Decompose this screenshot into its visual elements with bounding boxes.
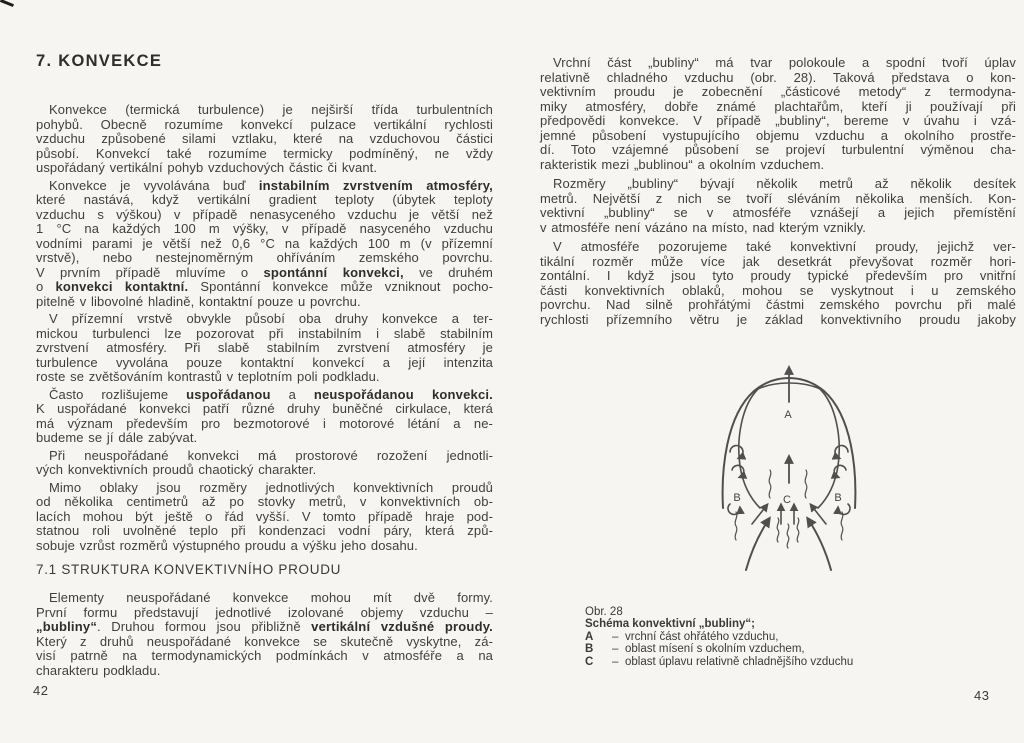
scan-corner-artifact <box>0 0 14 7</box>
text-line: První formu představují jednotlivé izolované objemy vzduchu – <box>36 604 493 620</box>
text-line: sobuje vzrůst rozměrů výstupného proudu a výšku jeho dosahu. <box>36 537 418 553</box>
chapter-title: 7. KONVEKCE <box>36 52 163 70</box>
paragraph <box>540 240 1016 327</box>
paragraph <box>36 312 493 385</box>
paragraph <box>36 591 493 678</box>
text-line: pitelně v libovolné hladině, kontaktní pouze u povrchu. <box>36 293 361 309</box>
text-line: mickou turbulenci lze pozorovat při instabilním i slabě stabilním <box>36 325 493 341</box>
paragraph <box>540 56 1016 172</box>
text-line: turbulence vyvolána pouze kontaktní konvekcí a její intenzita <box>36 354 493 370</box>
text-line: metrů. Největší z nich se tvoří sléváním několika menších. Kon- <box>540 190 1016 206</box>
text-line: K uspořádané konvekci patří různé druhy buněčné cirkulace, která <box>36 401 493 416</box>
text-line: V přízemní vrstvě obvykle působí oba druhy konvekce a ter- <box>49 311 493 326</box>
text-line: o konvekci kontaktní. Spontánní konvekce může vzniknout pocho- <box>36 279 494 294</box>
left-vortex-arrows <box>728 446 744 515</box>
inflow-arrows <box>752 505 826 524</box>
text-line: „bubliny“. Druhou formou jsou přibližně vertikální vzdušné proudy. <box>36 619 493 634</box>
left-page-text <box>36 103 493 678</box>
figure-label-b-right: B <box>834 492 842 504</box>
text-line: tikální rozměr může více jak desetkrát převyšovat rozměr hori- <box>540 253 1016 269</box>
text-line: od několika centimetrů až po stovky metrů, v konvektivních ob- <box>36 494 493 509</box>
text-line: rychlosti přízemního větru je základ konvektivního proudu jakoby <box>540 311 1016 327</box>
right-vortex-arrows <box>834 446 850 515</box>
right-page <box>540 56 1016 332</box>
text-line: relativně chladného vzduchu (obr. 28). Taková představa o kon- <box>540 69 1016 85</box>
figure-caption-title: Schéma konvektivní „bubliny“; <box>585 618 755 631</box>
text-line: miky atmosféry, dobře známé plachtařům, kteří ji používají při <box>540 98 1016 114</box>
text-line: vrstvě), nebo nestejnoměrným ohříváním zemského povrchu. <box>36 250 493 265</box>
text-line: statnou roli uvolněné teplo při kondenzaci vodní páry, která způ- <box>36 523 493 538</box>
page-number-right: 43 <box>974 688 990 703</box>
text-line: jemné působení vystupujícího objemu vzduchu a okolního prostře- <box>540 127 1016 143</box>
paragraph <box>36 481 493 554</box>
figure-label-c: C <box>783 494 791 506</box>
text-line: vzduchu způsobené silami vztlaku, které na vzduchovou částici <box>36 131 493 146</box>
text-line: má význam především pro bezmotorové i motorové létání a ne- <box>36 415 493 431</box>
text-line: vzduchu s výškou) v případě nenasyceného vzduchu je větší než <box>36 206 493 222</box>
text-line: visí patrně na termodynamických podmínkách v atmosféře a na <box>36 648 493 663</box>
text-line: vektivním proudu je zobecnění „částicové metody“ z termodyna- <box>540 84 1016 99</box>
text-line: rakteristik mezi „bublinou“ a okolním vzduchem. <box>540 156 825 172</box>
paragraph <box>36 179 493 310</box>
text-line: Elementy neuspořádané konvekce mohou mít dvě formy. <box>49 590 493 605</box>
text-line: Často rozlišujeme uspořádanou a neuspořádanou konvekci. <box>49 386 493 402</box>
paragraph <box>36 388 493 446</box>
text-line: Mimo oblaky jsou rozměry jednotlivých konvektivních proudů <box>49 479 493 495</box>
text-line: charakteru podkladu. <box>36 662 161 678</box>
text-line: Který z druhů neuspořádané konvekce se skutečně vyskytne, zá- <box>36 633 493 649</box>
text-line: dí. Toto vzájemné působení se projeví turbulentní výměnou cha- <box>540 142 1016 157</box>
text-line: povrchu. Nad silně prohřátými částmi zemského povrchu při malé <box>540 297 1016 312</box>
caption-item-c: C – oblast úplavu relativně chladnějšího vzduchu <box>585 655 854 668</box>
text-line: vektivní „bubliny“ se v atmosféře vznášejí a jejich přemístění <box>540 205 1016 220</box>
right-page-text <box>540 56 1016 327</box>
text-line: zvrstvení atmosféry. Při slabě stabilním zvrstvení atmosféry je <box>36 340 493 355</box>
text-line: které nastává, když vertikální gradient teploty (úbytek teploty <box>36 192 493 207</box>
text-line: V atmosféře pozorujeme také konvektivní proudy, jejichž ver- <box>553 239 1016 254</box>
text-line: vých konvektivních proudů chaotický charakter. <box>36 462 317 477</box>
text-line: roste se zvětšováním kontrastů v teplotním poli podkladu. <box>36 369 380 384</box>
figure-number: Obr. 28 <box>585 606 623 618</box>
text-line: lacích mohou být ještě o řád vyšší. V tomto případě hraje pod- <box>36 508 493 524</box>
text-line: budeme se jí dále zabývat. <box>36 430 198 445</box>
caption-item-a: A – vrchní část ohřátého vzduchu, <box>585 630 779 643</box>
text-line: Konvekce (termická turbulence) je nejširší třída turbulentních <box>49 102 493 117</box>
left-page <box>36 52 493 681</box>
text-line: pohybů. Obecně rozumíme konvekcí pulzace vertikální rychlosti <box>36 116 493 132</box>
paragraph <box>36 449 493 478</box>
text-line: zontální. I když jsou tyto proudy typické především pro vnitřní <box>540 268 1016 283</box>
text-line: Při neuspořádané konvekci má prostorové rozožení jednotli- <box>49 447 493 463</box>
text-line: Rozměry „bubliny“ bývají několik metrů až několik desítek <box>553 176 1016 191</box>
text-line: předpovědi konvekce. V případě „bubliny“, bereme v úvahu i vzá- <box>540 113 1016 128</box>
text-line: v atmosféře není vázáno na místo, nad kterým vznikly. <box>540 219 866 235</box>
text-line: Vrchní část „bubliny“ má tvar polokoule a spodní tvoří úplav <box>553 55 1016 70</box>
figure-label-b-left: B <box>733 492 741 504</box>
text-line: uspořádaný vertikální pohyb vzduchových částic či kvant. <box>36 160 378 175</box>
figure-label-a: A <box>784 409 792 421</box>
text-line: Konvekce je vyvolávána buď instabilním zvrstvením atmosféry, <box>49 177 493 193</box>
page-number-left: 42 <box>33 683 49 698</box>
text-line: V prvním případě mluvíme o spontánní konvekci, ve druhém <box>36 264 493 280</box>
convective-bubble-diagram <box>690 360 890 575</box>
paragraph <box>540 177 1016 235</box>
text-line: působí. Konvekcí také rozumíme termicky podmíněný, ne vždy <box>36 145 493 161</box>
text-line: části konvektivních oblaků, mohou se vyskytnout i u zemského <box>540 282 1016 298</box>
text-line: 1 °C na každých 100 m výšky, v případě nasyceného vzduchu <box>36 221 493 236</box>
caption-item-b: B – oblast mísení s okolním vzduchem, <box>585 643 805 656</box>
text-line: vodními parami je větší než 0,6 °C na každých 100 m (v přízemní <box>36 235 493 251</box>
figure-caption <box>585 606 985 668</box>
paragraph <box>36 103 493 176</box>
section-heading: 7.1 STRUKTURA KONVEKTIVNÍHO PROUDU <box>36 562 342 577</box>
